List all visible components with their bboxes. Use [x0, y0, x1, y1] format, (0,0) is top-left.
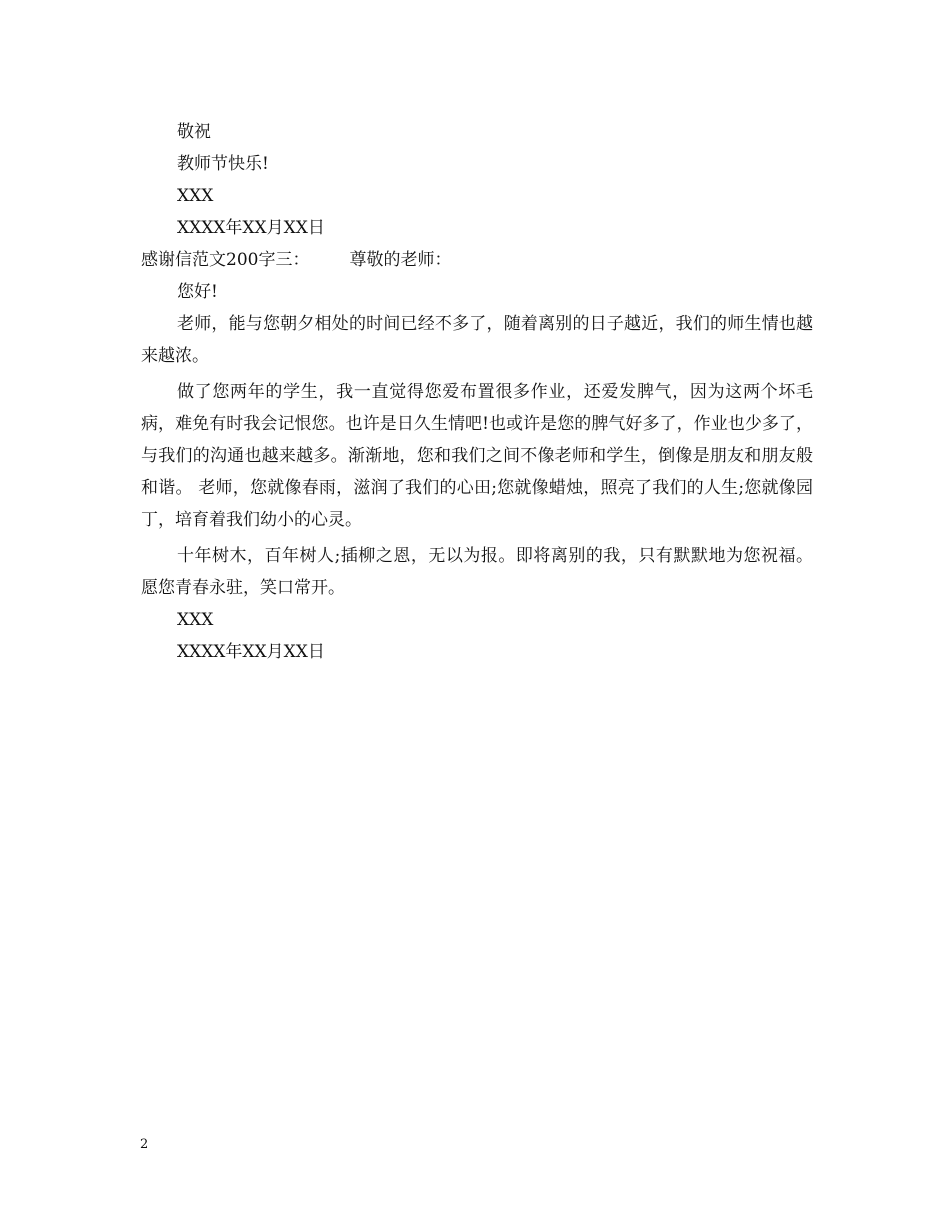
greeting: 您好! — [177, 282, 218, 302]
paragraph-1: 老师，能与您朝夕相处的时间已经不多了，随着离别的日子越近，我们的师生情也越来越浓。 — [141, 314, 813, 366]
closing-wish: 教师节快乐! — [177, 154, 269, 174]
letter-date: XXXX年XX月XX日 — [177, 642, 325, 662]
paragraph-3: 十年树木，百年树人;插柳之恩，无以为报。即将离别的我，只有默默地为您祝福。 愿您青春永驻，笑口常开。 — [141, 546, 813, 598]
closing-signature: XXX — [177, 186, 214, 206]
letter-signature: XXX — [177, 610, 214, 630]
letter-body — [141, 116, 813, 668]
paragraph-2: 做了您两年的学生，我一直觉得您爱布置很多作业，还爱发脾气，因为这两个坏毛病，难免有时我会记恨您。也许是日久生情吧!也或许是您的脾气好多了，作业也少多了，与我们的沟通也越来越多。渐渐地，您和我们之间不像老师和学生，倒像是朋友和朋友般和谐。 老师，您就像春雨，滋润了我们的心田;您就像蜡烛，照亮了我们的人生;您就像园丁，培育着我们幼小的心灵。 — [141, 382, 813, 530]
salutation: 尊敬的老师： — [349, 250, 452, 270]
closing-line: 敬祝 — [177, 122, 211, 142]
page-number: 2 — [140, 1137, 149, 1152]
section-title: 感谢信范文200字三： — [141, 250, 310, 270]
closing-date: XXXX年XX月XX日 — [177, 218, 325, 238]
section-heading-row — [141, 244, 813, 276]
